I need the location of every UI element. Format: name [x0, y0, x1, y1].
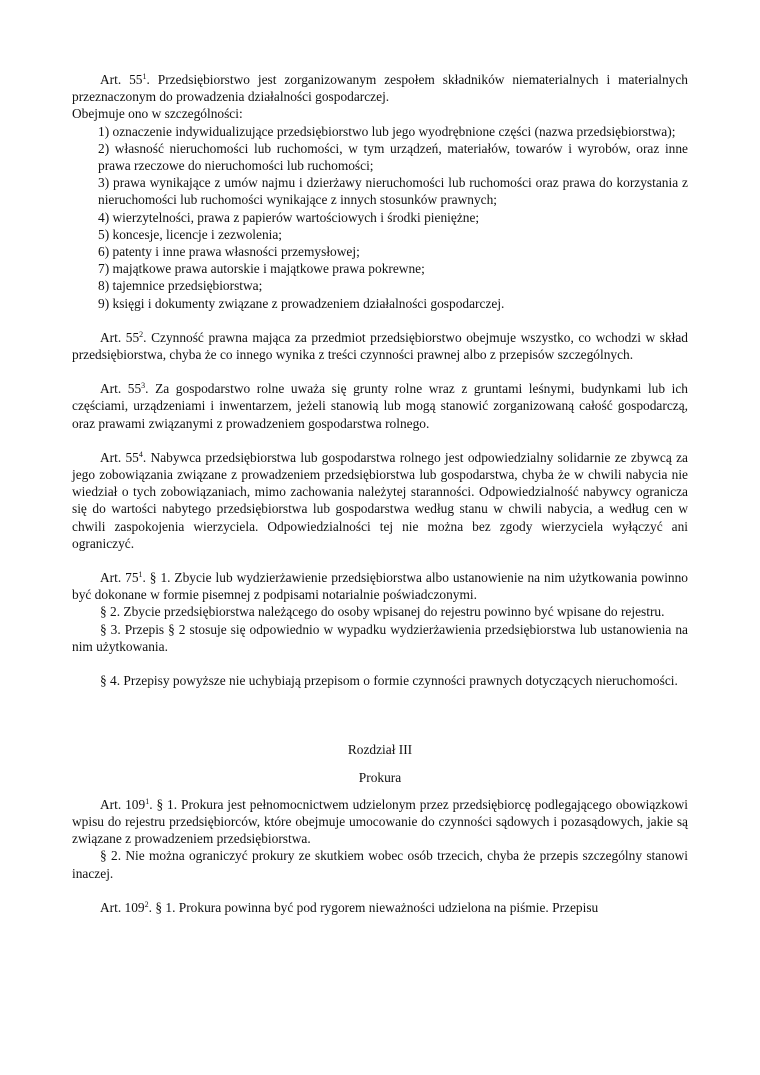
- article-superscript: 4: [138, 449, 143, 459]
- article-75-1-par3: § 3. Przepis § 2 stosuje się odpowiednio w wypadku wydzierżawienia przedsiębiorstwa lub ustanowienia na nim użytkowania.: [72, 621, 688, 654]
- article-109-2: [72, 899, 688, 916]
- article-55-1-intro: Obejmuje ono w szczególności:: [72, 106, 243, 122]
- article-superscript: 1: [142, 72, 147, 81]
- article-superscript: 2: [144, 899, 149, 909]
- article-text: . Nabywca przedsiębiorstwa lub gospodarstwa rolnego jest odpowiedzialny solidarnie ze zbywcą za jego zobowiązania związane z prowadzeniem przedsiębiorstwa lub gospodarstwa, chyba że w chwili nabycia nie wiedział o tych zobowiązaniach, mimo zachowania należytej staranności. Odpowiedzialność nabywcy ogranicza się do wartości nabytego przedsiębiorstwa lub gospodarstwa według stanu w chwili nabycia, a według cen w chwili zaspokojenia wierzyciela. Odpowiedzialności tej nie można bez zgody wierzyciela wyłączyć ani ograniczyć.: [72, 449, 688, 551]
- chapter-label: Rozdział III: [347, 742, 413, 758]
- list-item: 9) księgi i dokumenty związane z prowadzeniem działalności gospodarczej.: [98, 295, 505, 311]
- chapter-title: Prokura: [358, 769, 402, 785]
- article-55-1-lead: [72, 71, 688, 105]
- article-superscript: 3: [141, 381, 146, 391]
- article-55-2: [72, 329, 688, 363]
- article-number: Art. 55: [100, 449, 139, 465]
- article-number: Art. 75: [100, 570, 139, 586]
- list-item: 5) koncesje, licencje i zezwolenia;: [98, 226, 283, 242]
- article-number: Art. 109: [100, 796, 146, 812]
- article-text: . § 1. Zbycie lub wydzierżawienie przedsiębiorstwa albo ustanowienie na nim użytkowania powinno być dokonane w formie pisemnej z podpisami notarialnie poświadczonymi.: [72, 570, 688, 603]
- article-number: Art. 55: [100, 381, 142, 397]
- article-55-1: [72, 71, 688, 312]
- list-item: 8) tajemnice przedsiębiorstwa;: [98, 278, 263, 294]
- article-75-1-par4: § 4. Przepisy powyższe nie uchybiają przepisom o formie czynności prawnych dotyczących nieruchomości.: [100, 673, 678, 689]
- list-item: 2) własność nieruchomości lub ruchomości, w tym urządzeń, materiałów, towarów i wyrobów, oraz inne prawa rzeczowe do nieruchomości lub ruchomości;: [98, 140, 688, 174]
- list-item: 6) patenty i inne prawa własności przemysłowej;: [98, 244, 360, 260]
- article-75-1-par2: § 2. Zbycie przedsiębiorstwa należącego do osoby wpisanej do rejestru powinno być wpisane do rejestru.: [100, 604, 665, 620]
- article-55-3: [72, 380, 688, 432]
- article-number: Art. 55: [100, 329, 140, 345]
- article-text: . § 1. Prokura powinna być pod rygorem nieważności udzielona na piśmie. Przepisu: [148, 899, 599, 915]
- article-text: . Czynność prawna mająca za przedmiot przedsiębiorstwo obejmuje wszystko, co wchodzi w skład przedsiębiorstwa, chyba że co innego wynika z treści czynności prawnej albo z przepisów szczególnych.: [72, 329, 688, 363]
- article-109-1-par1: [72, 796, 688, 848]
- article-55-4: [72, 449, 688, 552]
- article-text: . Za gospodarstwo rolne uważa się grunty rolne wraz z gruntami leśnymi, budynkami lub ich częściami, urządzeniami i inwentarzem, jeżeli stanowią lub mogą stanowić zorganizowaną całość gospodarczą, oraz prawami związanymi z prowadzeniem gospodarstwa rolnego.: [72, 381, 688, 431]
- article-109-1: [72, 796, 688, 882]
- article-superscript: 1: [138, 570, 143, 580]
- enumeration-list: [72, 123, 688, 312]
- list-item: 1) oznaczenie indywidualizujące przedsiębiorstwo lub jego wyodrębnione części (nazwa przedsiębiorstwa);: [98, 123, 676, 139]
- article-75-1-par1: [72, 569, 688, 603]
- article-number: Art. 55: [100, 72, 143, 87]
- article-number: Art. 109: [100, 899, 145, 915]
- list-item: 3) prawa wynikające z umów najmu i dzierżawy nieruchomości lub ruchomości oraz prawa do korzystania z nieruchomości lub ruchomości wynikające z innych stosunków prawnych;: [98, 175, 688, 208]
- article-109-1-par2: § 2. Nie można ograniczyć prokury ze skutkiem wobec osób trzecich, chyba że przepis szczególny stanowi inaczej.: [72, 848, 688, 881]
- article-text: . Przedsiębiorstwo jest zorganizowanym zespołem składników niematerialnych i materialnych przeznaczonym do prowadzenia działalności gospodarczej.: [72, 72, 689, 105]
- article-text: . § 1. Prokura jest pełnomocnictwem udzielonym przez przedsiębiorcę podlegającego obowiązkowi wpisu do rejestru przedsiębiorców, które obejmuje umocowanie do czynności sądowych i pozasądowych, jakie są związane z prowadzeniem przedsiębiorstwa.: [72, 796, 688, 847]
- article-superscript: 1: [145, 796, 150, 806]
- list-item: 4) wierzytelności, prawa z papierów wartościowych i środki pieniężne;: [98, 209, 480, 225]
- article-75-1: [72, 569, 688, 689]
- list-item: 7) majątkowe prawa autorskie i majątkowe prawa pokrewne;: [98, 261, 425, 277]
- article-superscript: 2: [139, 329, 144, 339]
